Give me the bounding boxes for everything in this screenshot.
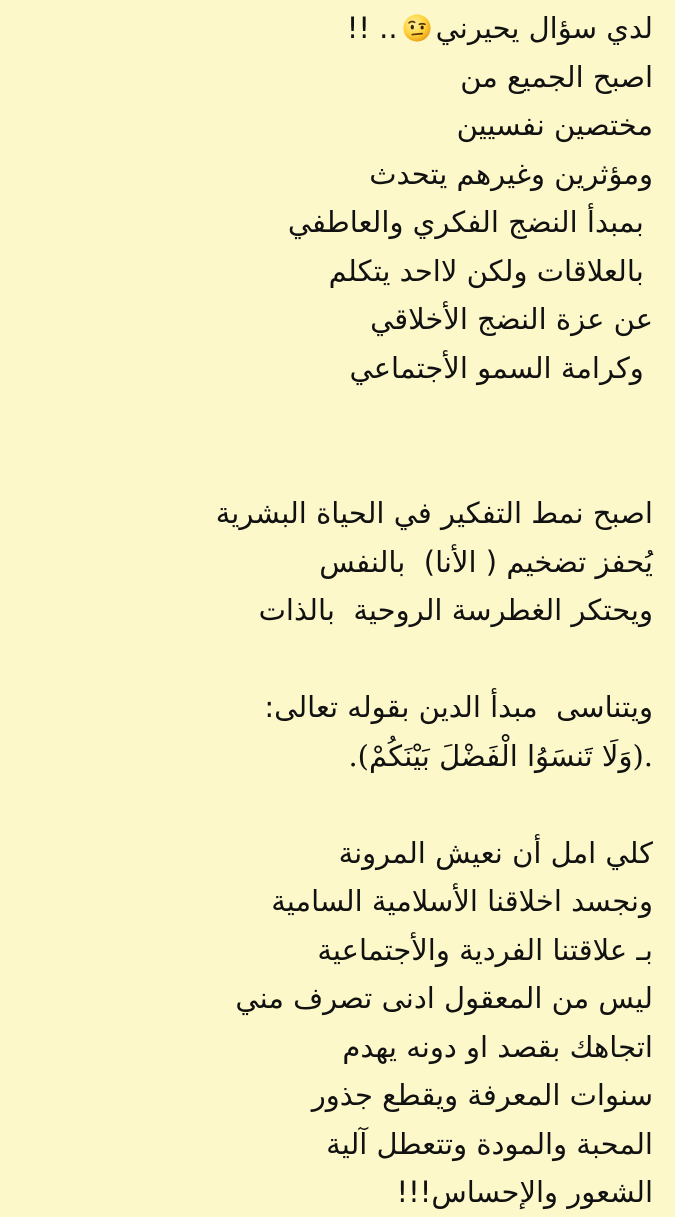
text-line: بالعلاقات ولكن لااحد يتكلم: [328, 253, 653, 288]
blank-line: [18, 392, 653, 441]
text-line: ونجسد اخلاقنا الأسلامية السامية: [271, 884, 653, 918]
text-line: كلي امل أن نعيش المرونة: [338, 835, 653, 870]
text-line: الشعور والإحساس!!!: [396, 1175, 653, 1209]
text-line: ومؤثرين وغيرهم يتحدث: [369, 156, 653, 191]
text-segment: لدي سؤال يحيرني: [435, 11, 653, 45]
text-line: يُحفز تضخيم ( الأنا) بالنفس: [319, 544, 653, 579]
blank-line: [18, 635, 653, 684]
text-line: سنوات المعرفة ويقطع جذور: [311, 1078, 653, 1112]
text-line: ويحتكر الغطرسة الروحية بالذات: [258, 593, 653, 627]
text-line: عن عزة النضج الأخلاقي: [370, 302, 653, 336]
text-line: اصبح الجميع من: [460, 59, 653, 94]
text-line: [18, 4, 653, 53]
text-line: اصبح نمط التفكير في الحياة البشرية: [215, 496, 653, 530]
blank-line: [18, 780, 653, 829]
text-line: اتجاهك بقصد او دونه يهدم: [342, 1029, 653, 1064]
text-segment: .. !!: [346, 11, 398, 45]
text-line: بمبدأ النضج الفكري والعاطفي: [287, 205, 653, 239]
text-line: ليس من المعقول ادنى تصرف مني: [235, 981, 653, 1015]
text-line: بـ علاقتنا الفردية والأجتماعية: [317, 932, 653, 967]
text-line: المحبة والمودة وتتعطل آلية: [326, 1126, 653, 1161]
text-line: ويتناسى مبدأ الدين بقوله تعالى:: [264, 690, 653, 724]
blank-line: [18, 441, 653, 490]
raised-eyebrow-face-icon: [402, 13, 432, 43]
quran-verse-line: .(وَلَا تَنسَوُا الْفَضْلَ بَيْنَكُمْ).: [348, 738, 653, 773]
text-line: وكرامة السمو الأجتماعي: [349, 350, 653, 385]
text-line: مختصين نفسيين: [456, 108, 653, 142]
